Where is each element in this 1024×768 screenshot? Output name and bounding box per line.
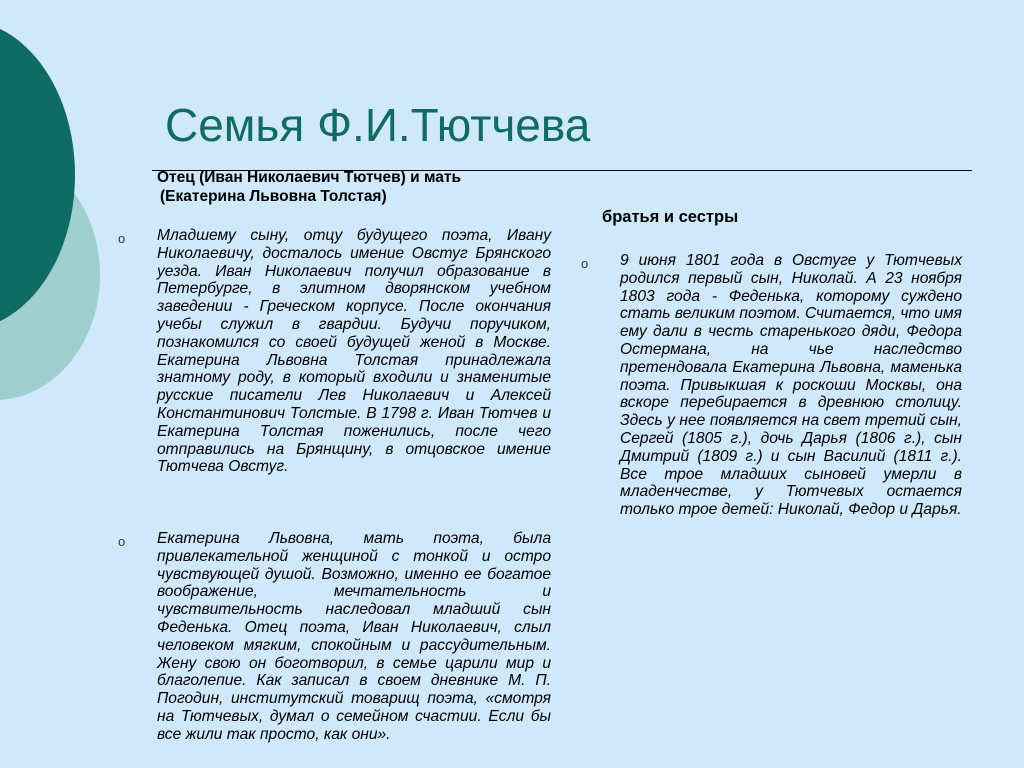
left-paragraph-2: Екатерина Львовна, мать поэта, была привлекательной женщиной с тонкой и остро чувствующей душой. Возможно, именно ее богатое воображение, мечтательность и чувствительность наследовал младший сын Феденька. Отец поэта, Иван Николаевич, слыл человеком мягким, спокойным и рассудительным. Жену свою он боготворил, в семье царили мир и благолепие. Как записал в своем дневнике М. П. Погодин, институтский товарищ поэта, «смотря на Тютчевых, думал о семейном счастии. Если бы все жили так просто, как они». [157,530,551,743]
bullet-icon: o [118,231,126,246]
slide-title: Семья Ф.И.Тютчева [165,99,591,151]
right-paragraph-1: 9 июня 1801 года в Овстуге у Тютчевых родился первый сын, Николай. А 23 ноября 1803 года - Феденька, которому суждено стать великим поэтом. Считается, что имя ему дали в честь старенького дяди, Федора Остермана, на чье наследство претендовала Екатерина Львовна, маменька поэта. Привыкшая к роскоши Москвы, она вскоре перебирается в древнюю столицу. Здесь у нее появляется на свет третий сын, Сергей (1805 г.), дочь Дарья (1806 г.), сын Дмитрий (1809 г.) и сын Василий (1811 г.). Все трое младших сыновей умерли в младенчестве, у Тютчевых остается только трое детей: Николай, Федор и Дарья. [620,252,962,519]
left-column-heading [157,168,557,206]
left-heading-line2: (Екатерина Львовна Толстая) [160,188,387,205]
left-paragraph-1: Младшему сыну, отцу будущего поэта, Ивану Николаевичу, досталось имение Овстуг Брянского уезда. Иван Николаевич получил образование в Петербурге, в элитном дворянском учебном заведении - Греческом корпусе. После окончания учебы служил в гвардии. Будучи поручиком, познакомился со своей будущей женой в Москве. Екатерина Львовна Толстая принадлежала знатному роду, в который входили и знаменитые русские писатели Лев Николаевич и Алексей Константинович Толстые. В 1798 г. Иван Тютчев и Екатерина Толстая поженились, после чего отправились на Брянщину, в отцовское имение Тютчева Овстуг. [157,227,551,476]
bullet-icon: o [581,256,589,271]
right-column-heading: братья и сестры [602,208,739,226]
bullet-icon: o [118,534,126,549]
left-heading-line1: Отец (Иван Николаевич Тютчев) и мать [157,169,461,186]
